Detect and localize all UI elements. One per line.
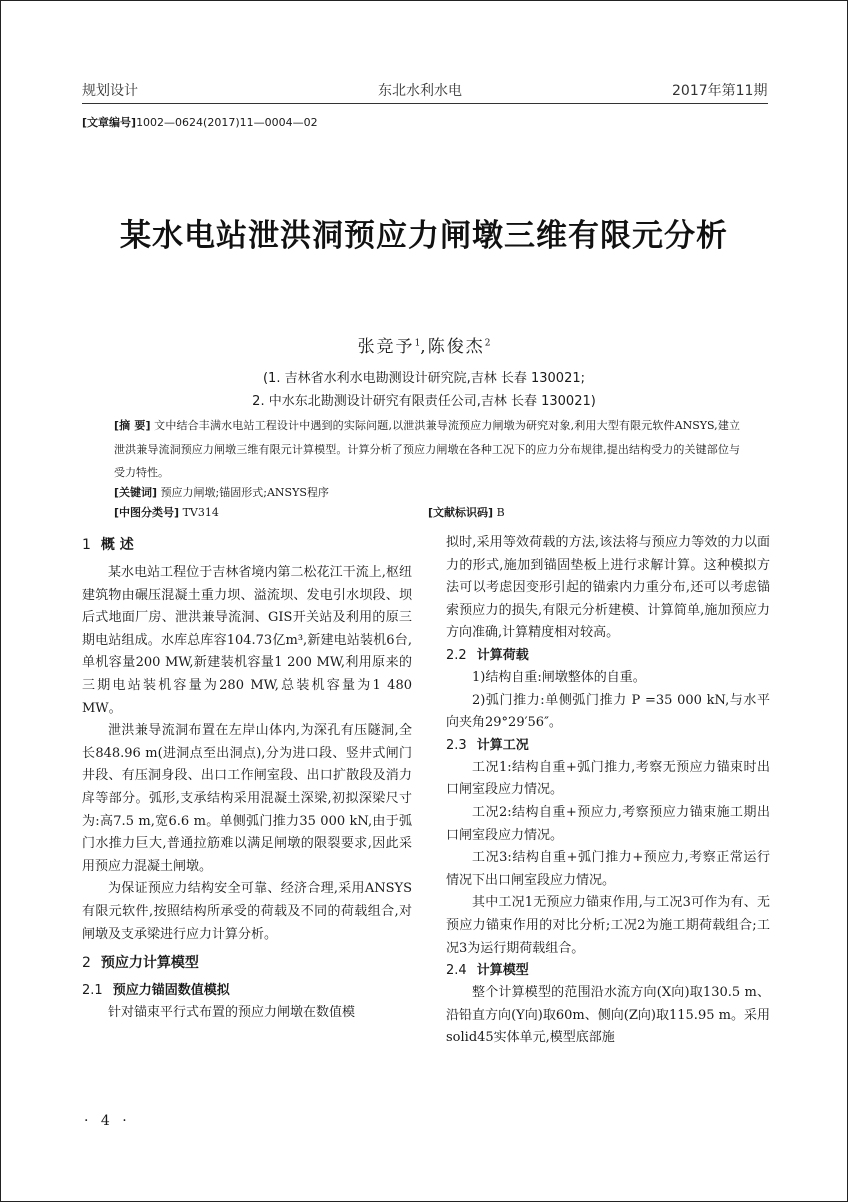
running-header-left: 规划设计 [82,83,138,99]
document-code [428,504,505,520]
abstract-text: 文中结合丰满水电站工程设计中遇到的实际问题,以泄洪兼导流预应力闸墩为研究对象,利用大型有限元软件ANSYS,建立泄洪兼导流洞预应力闸墩三维有限元计算模型。计算分析了预应力闸墩在各种工况下的应力分布规律,提出结构受力的关键部位与受力特性。 [114,419,740,479]
section-number: 2 [82,955,91,972]
subsection-heading-2-3 [446,735,770,757]
subsection-number: 2.4 [446,963,467,979]
author-2-affiliation-mark: 2 [484,338,491,349]
subsection-title: 计算模型 [476,963,529,979]
paragraph: 某水电站工程位于吉林省境内第二松花江干流上,枢纽建筑物由碾压混凝土重力坝、溢流坝、发电引水坝段、坝后式地面厂房、泄洪兼导流洞、GIS开关站及利用的原三期电站组成。水库总库容104.73亿m³,新建电站装机6台,单机容量200 MW,新建装机容量1 200 MW,利用原来的三期电站装机容量为280 MW,总装机容量为1 480 MW。 [82,565,412,716]
classification-label: [中图分类号] [114,506,180,519]
article-number [82,114,318,130]
classification-number [114,504,219,520]
paragraph: 整个计算模型的范围沿水流方向(X向)取130.5 m、沿铅直方向(Y向)取60m、侧向(Z向)取115.95 m。采用solid45实体单元,模型底部施 [446,985,770,1046]
section-number: 1 [82,537,91,553]
paragraph: 工况2:结构自重+预应力,考察预应力锚束施工期出口闸室段应力情况。 [446,804,770,843]
author-line [0,332,848,357]
subsection-number: 2.2 [446,647,467,663]
document-code-label: [文献标识码] [428,506,494,519]
subsection-heading-2-4 [446,960,770,982]
section-heading-1 [82,534,412,556]
paragraph: 工况3:结构自重+弧门推力+预应力,考察正常运行情况下出口闸室段应力情况。 [446,850,770,888]
author-separator: , [420,337,428,357]
body-column-right [446,532,770,1050]
section-title: 预应力计算模型 [100,955,199,972]
classification-value: TV314 [182,506,219,519]
running-header-journal: 东北水利水电 [378,83,462,99]
keywords-label: [关键词] [114,486,158,499]
section-heading-2 [82,952,412,974]
section-title: 概 述 [100,537,134,553]
paragraph: 其中工况1无预应力锚束作用,与工况3可作为有、无预应力锚束作用的对比分析;工况2为施工期荷载组合;工况3为运行期荷载组合。 [446,895,770,956]
paragraph: 拟时,采用等效荷载的方法,该法将与预应力等效的力以面力的形式,施加到锚固垫板上进行求解计算。这种模拟方法可以考虑因变形引起的锚索内力重分布,还可以考虑锚索预应力的损失,有限元分析建模、计算简单,施加预应力方向准确,计算精度相对较高。 [446,535,770,641]
subsection-heading-2-2 [446,645,770,667]
author-1: 张竞予 [357,337,415,357]
article-number-label: [文章编号] [82,116,137,129]
paragraph: 工况1:结构自重+弧门推力,考察无预应力锚束时出口闸室段应力情况。 [446,759,770,798]
header-rule [82,103,768,104]
affiliation-2: 2. 中水东北勘测设计研究有限责任公司,吉林 长春 130021) [252,394,596,409]
keywords-text: 预应力闸墩;锚固形式;ANSYS程序 [160,486,329,499]
list-item: 2)弧门推力:单侧弧门推力 P =35 000 kN,与水平向夹角29°29′56″。 [446,692,770,731]
abstract-label: [摘 要] [114,419,151,432]
subsection-title: 预应力锚固数值模拟 [112,983,230,999]
body-column-left [82,532,412,1025]
paragraph: 针对锚束平行式布置的预应力闸墩在数值模 [108,1005,356,1021]
paragraph: 为保证预应力结构安全可靠、经济合理,采用ANSYS有限元软件,按照结构所承受的荷载及不同的荷载组合,对闸墩及支承梁进行应力计算分析。 [82,881,412,942]
page-number: · 4 · [84,1113,131,1129]
subsection-title: 计算荷载 [476,647,529,663]
subsection-title: 计算工况 [476,737,529,753]
subsection-heading-2-1 [82,980,412,1002]
paragraph: 泄洪兼导流洞布置在左岸山体内,为深孔有压隧洞,全长848.96 m(进洞点至出洞点),分为进口段、竖井式闸门井段、有压洞身段、出口工作闸室段、出口扩散段及消力戽等部分。弧形,支承结构采用混凝土深梁,初拟深梁尺寸为:高7.5 m,宽6.6 m。单侧弧门推力35 000 kN,由于弧门水推力巨大,普通拉筋难以满足闸墩的限裂要求,因此采用预应力混凝土闸墩。 [82,723,412,874]
abstract [114,414,740,485]
subsection-number: 2.3 [446,737,467,753]
document-code-value: B [496,506,505,519]
author-1-affiliation-mark: 1 [414,338,421,349]
author-2: 陈俊杰 [427,337,485,357]
affiliation-1: (1. 吉林省水利水电勘测设计研究院,吉林 长春 130021; [262,371,585,386]
subsection-number: 2.1 [82,983,103,999]
keywords [114,484,329,500]
running-header-issue: 2017年第11期 [672,83,768,99]
list-item: 1)结构自重:闸墩整体的自重。 [472,669,646,685]
article-number-value: 1002—0624(2017)11—0004—02 [136,116,318,129]
paper-title: 某水电站泄洪洞预应力闸墩三维有限元分析 [120,218,728,254]
